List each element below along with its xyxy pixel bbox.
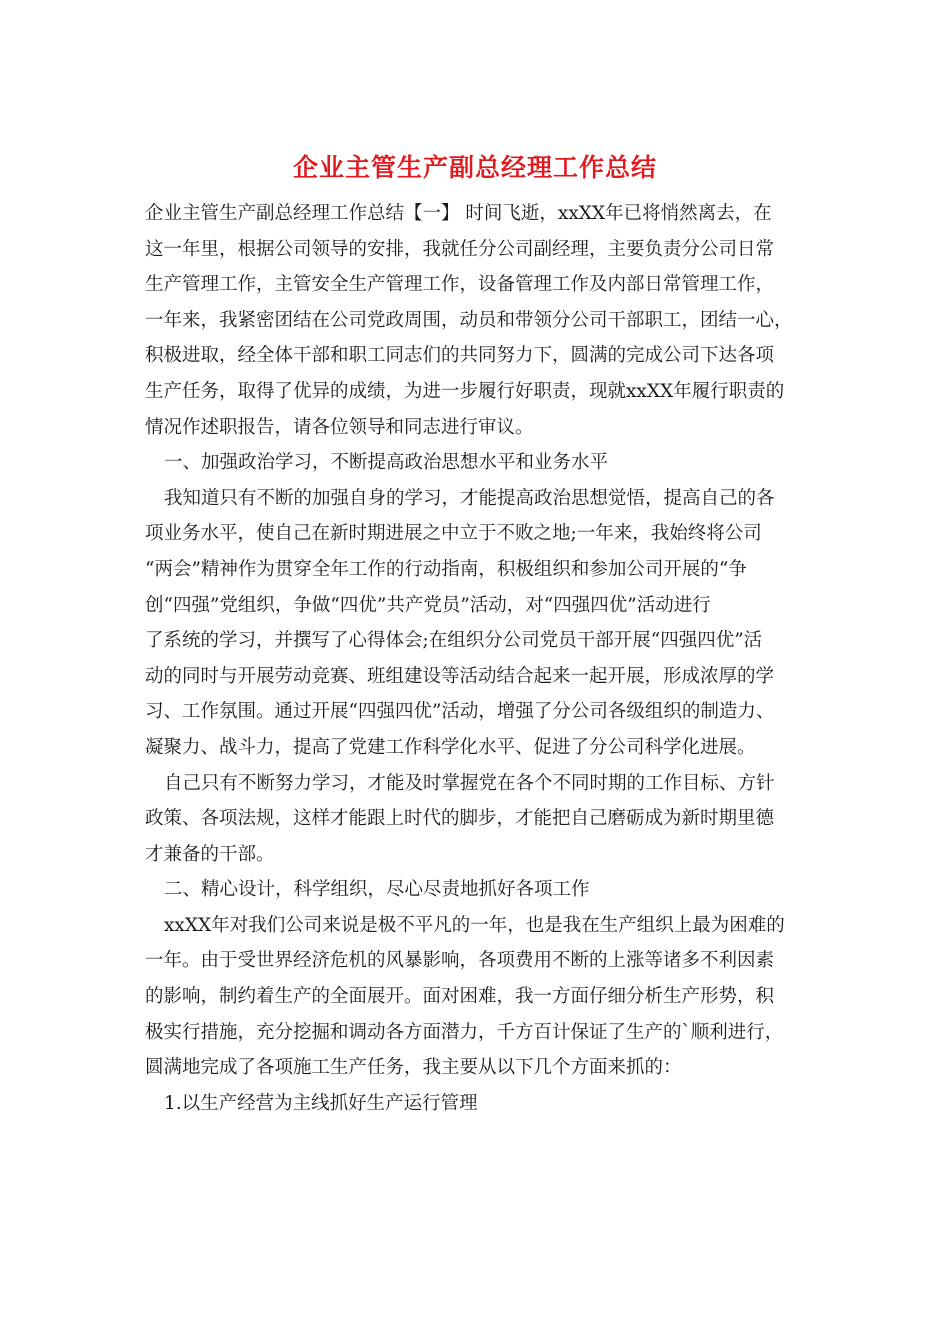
text-line: xxXX年对我们公司来说是极不平凡的一年，也是我在生产组织上最为困难的 — [164, 914, 785, 936]
text-line: 二、精心设计，科学组织，尽心尽责地抓好各项工作 — [164, 879, 590, 901]
text-line: 自己只有不断努力学习，才能及时掌握党在各个不同时期的工作目标、方针 — [164, 772, 775, 794]
text-line: 的影响，制约着生产的全面展开。面对困难，我一方面仔细分析生产形势，积 — [145, 986, 775, 1008]
document-title: 企业主管生产副总经理工作总结 — [292, 153, 657, 182]
text-line: 一、加强政治学习，不断提高政治思想水平和业务水平 — [164, 452, 609, 474]
text-line: 动的同时与开展劳动竞赛、班组建设等活动结合起来一起开展，形成浓厚的学 — [145, 665, 775, 687]
text-line: “两会”精神作为贯穿全年工作的行动指南，积极组织和参加公司开展的“争 — [145, 558, 747, 580]
text-line: 创“四强”党组织，争做“四优”共产党员”活动，对“四强四优”活动进行 — [145, 594, 711, 616]
text-line: 凝聚力、战斗力，提高了党建工作科学化水平、促进了分公司科学化进展。 — [145, 736, 756, 758]
text-line: 生产任务，取得了优异的成绩，为进一步履行好职责，现就xxXX年履行职责的 — [145, 380, 785, 402]
text-line: 了系统的学习，并撰写了心得体会;在组织分公司党员干部开展“四强四优”活 — [145, 630, 763, 652]
text-line: 积极进取，经全体干部和职工同志们的共同努力下，圆满的完成公司下达各项 — [145, 345, 775, 367]
text-line: 我知道只有不断的加强自身的学习，才能提高政治思想觉悟，提高自己的各 — [164, 487, 775, 509]
text-line: 政策、各项法规，这样才能跟上时代的脚步，才能把自己磨砺成为新时期里德 — [145, 808, 775, 830]
text-line: 一年。由于受世界经济危机的风暴影响，各项费用不断的上涨等诸多不利因素 — [145, 950, 775, 972]
text-line: 这一年里，根据公司领导的安排，我就任分公司副经理，主要负责分公司日常 — [145, 238, 775, 260]
text-line: 生产管理工作，主管安全生产管理工作，设备管理工作及内部日常管理工作， — [145, 274, 775, 296]
text-line: 一年来，我紧密团结在公司党政周围，动员和带领分公司干部职工，团结一心， — [145, 309, 793, 331]
text-line: 项业务水平，使自己在新时期进展之中立于不败之地;一年来，我始终将公司 — [145, 523, 762, 545]
text-line: 企业主管生产副总经理工作总结【一】 时间飞逝，xxXX年已将悄然离去，在 — [145, 203, 772, 224]
text-line: 极实行措施，充分挖掘和调动各方面潜力，千方百计保证了生产的`顺利进行， — [145, 1021, 784, 1043]
text-line: 情况作述职报告，请各位领导和同志进行审议。 — [145, 416, 534, 438]
text-line: 才兼备的干部。 — [145, 843, 275, 865]
document-body — [145, 196, 815, 1121]
text-line: 1.以生产经营为主线抓好生产运行管理 — [164, 1092, 478, 1114]
text-line: 习、工作氛围。通过开展“四强四优”活动，增强了分公司各级组织的制造力、 — [145, 701, 775, 723]
text-line: 圆满地完成了各项施工生产任务，我主要从以下几个方面来抓的： — [145, 1057, 682, 1079]
